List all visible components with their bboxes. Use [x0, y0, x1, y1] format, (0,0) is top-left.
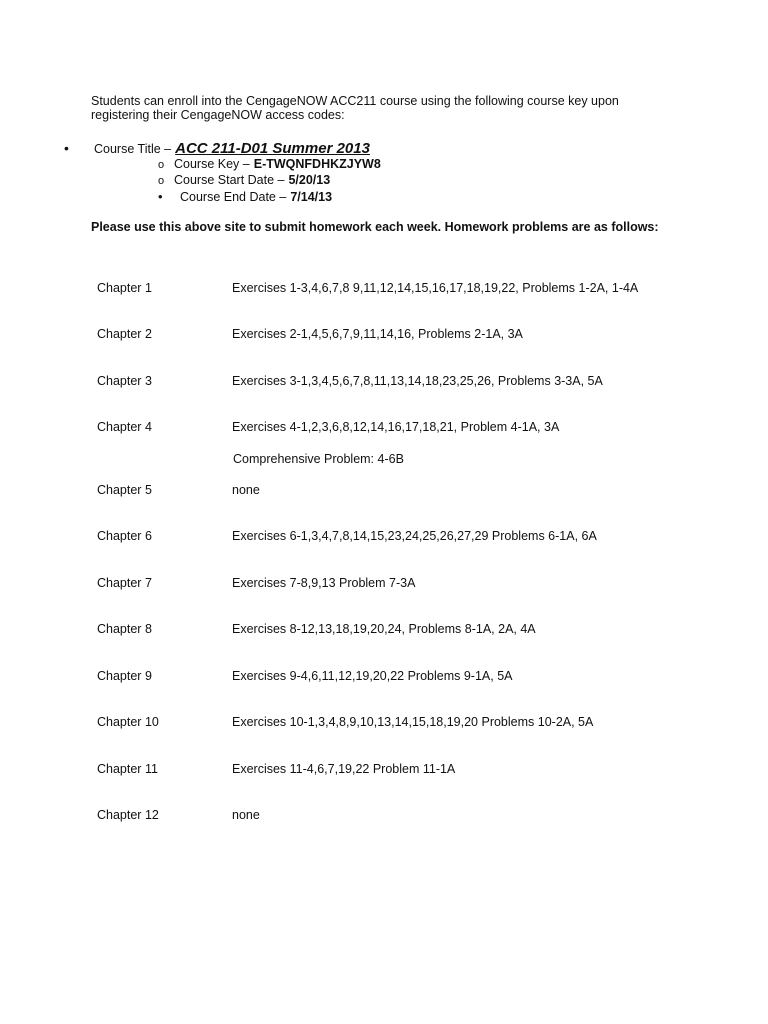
chapter-name: Chapter 4 — [97, 420, 152, 434]
bullet-icon: • — [64, 140, 69, 156]
chapter-name: Chapter 12 — [97, 808, 159, 822]
intro-line-2: registering their CengageNOW access codes: — [91, 108, 345, 122]
chapter-name: Chapter 9 — [97, 669, 152, 683]
chapter-name: Chapter 10 — [97, 715, 159, 729]
chapter-name: Chapter 7 — [97, 576, 152, 590]
chapter-assignment: none — [232, 808, 260, 822]
chapter-row — [97, 622, 737, 636]
course-key-value: E-TWQNFDHKZJYW8 — [253, 157, 381, 171]
course-key-label: Course Key – — [174, 157, 250, 171]
chapter-assignment: Exercises 8-12,13,18,19,20,24, Problems 8-1A, 2A, 4A — [232, 622, 536, 636]
intro-paragraph — [91, 94, 651, 122]
chapter-name: Chapter 3 — [97, 374, 152, 388]
chapter-assignment: Exercises 7-8,9,13 Problem 7-3A — [232, 576, 416, 590]
chapter-row — [97, 576, 737, 590]
chapter-row — [97, 420, 737, 434]
course-title-label: Course Title – — [94, 142, 172, 156]
chapter-assignment: Exercises 9-4,6,11,12,19,20,22 Problems 9-1A, 5A — [232, 669, 513, 683]
chapter-assignment: Exercises 11-4,6,7,19,22 Problem 11-1A — [232, 762, 456, 776]
chapter-row — [97, 669, 737, 683]
intro-line-1: Students can enroll into the CengageNOW ACC211 course using the following course key upon — [91, 94, 619, 108]
chapter-row — [97, 715, 737, 729]
chapter-row — [97, 327, 737, 341]
course-start-label: Course Start Date – — [174, 173, 285, 187]
chapter-assignment: Exercises 3-1,3,4,5,6,7,8,11,13,14,18,23,25,26, Problems 3-3A, 5A — [232, 374, 603, 388]
chapter-row — [97, 529, 737, 543]
chapter-row — [97, 483, 737, 497]
chapter-assignment: Exercises 1-3,4,6,7,8 9,11,12,14,15,16,17,18,19,22, Problems 1-2A, 1-4A — [232, 281, 639, 295]
chapter-name: Chapter 1 — [97, 281, 152, 295]
chapter-row — [97, 808, 737, 822]
bullet-icon: • — [158, 189, 163, 204]
course-start-value: 5/20/13 — [288, 173, 331, 187]
instructions-heading: Please use this above site to submit homework each week. Homework problems are as follows: — [91, 220, 659, 234]
course-title-value: ACC 211-D01 Summer 2013 — [175, 140, 370, 157]
chapter-name: Chapter 5 — [97, 483, 152, 497]
course-start-row — [158, 173, 330, 189]
circle-bullet-icon: o — [158, 175, 165, 187]
chapter-assignment: Exercises 6-1,3,4,7,8,14,15,23,24,25,26,27,29 Problems 6-1A, 6A — [232, 529, 597, 543]
course-key-row — [158, 157, 381, 173]
chapter-assignment: Exercises 10-1,3,4,8,9,10,13,14,15,18,19,20 Problems 10-2A, 5A — [232, 715, 594, 729]
chapter-assignment: Exercises 2-1,4,5,6,7,9,11,14,16, Problems 2-1A, 3A — [232, 327, 523, 341]
course-end-row — [158, 189, 332, 205]
chapter-row — [97, 281, 737, 295]
course-end-value: 7/14/13 — [290, 190, 333, 204]
chapter-4-comprehensive-problem: Comprehensive Problem: 4-6B — [233, 452, 404, 466]
circle-bullet-icon: o — [158, 159, 165, 171]
course-end-label: Course End Date – — [180, 190, 287, 204]
chapter-assignment: none — [232, 483, 260, 497]
chapter-row — [97, 374, 737, 388]
chapter-name: Chapter 8 — [97, 622, 152, 636]
chapter-name: Chapter 11 — [97, 762, 158, 776]
chapter-name: Chapter 2 — [97, 327, 152, 341]
chapter-assignment: Exercises 4-1,2,3,6,8,12,14,16,17,18,21, Problem 4-1A, 3A — [232, 420, 560, 434]
chapter-name: Chapter 6 — [97, 529, 152, 543]
chapter-row — [97, 762, 737, 776]
